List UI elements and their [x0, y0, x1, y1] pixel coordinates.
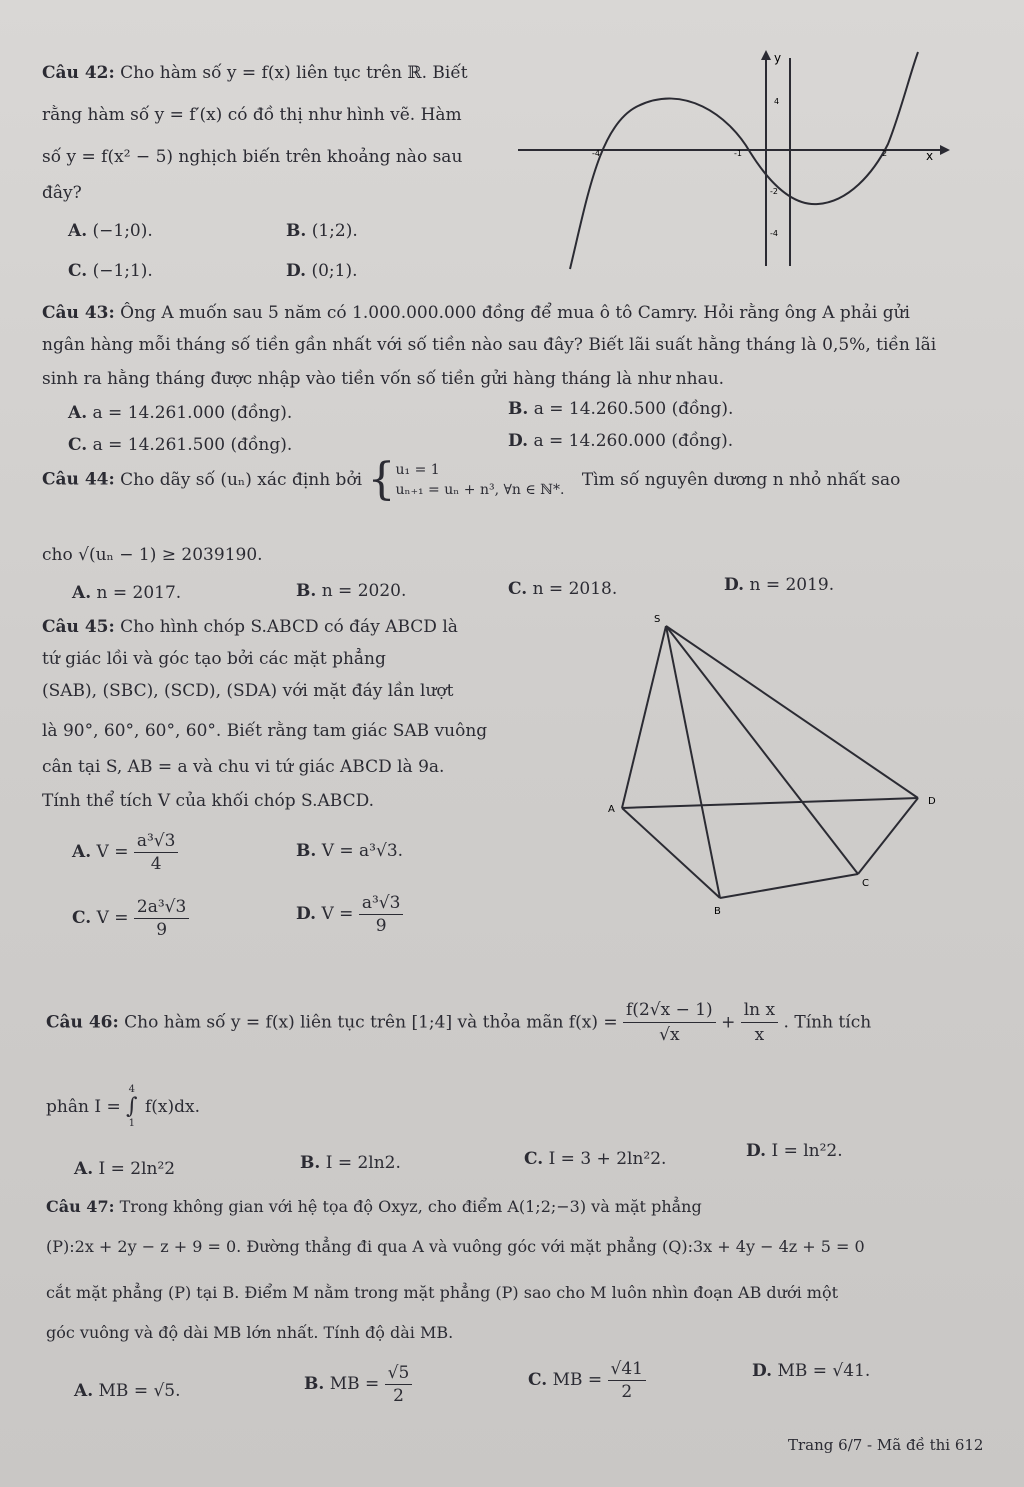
graph-y-label: y	[774, 51, 782, 65]
q47-option-c-numerator: √41	[608, 1358, 646, 1381]
graph-tick-label: 2	[882, 149, 888, 158]
q46-tail: . Tính tích	[783, 1012, 872, 1033]
q45-option-b[interactable]	[296, 840, 403, 862]
q45-option-a-denominator: 4	[150, 854, 162, 874]
q45-option-d-numerator: a³√3	[359, 892, 404, 915]
q47-option-d-text: MB = √41.	[777, 1361, 871, 1381]
q42-line1	[42, 62, 468, 84]
graph-curve	[570, 52, 918, 269]
q46-option-a[interactable]	[74, 1158, 175, 1180]
q43-text-3: sinh ra hằng tháng được nhập vào tiền vốn số tiền gửi hàng tháng là như nhau.	[42, 369, 725, 389]
q45-option-d-pre: V =	[321, 904, 354, 924]
q44-option-b[interactable]	[296, 580, 406, 602]
q45-option-c-letter: C.	[72, 908, 92, 928]
q45-option-d[interactable]	[296, 892, 403, 937]
q46-integral-lower: 1	[128, 1118, 136, 1129]
q45-line1	[42, 616, 458, 638]
q46-option-c-text: I = 3 + 2ln²2.	[548, 1149, 667, 1169]
q45-label: Câu 45:	[42, 617, 115, 637]
q47-text-3: cắt mặt phẳng (P) tại B. Điểm M nằm trong mặt phẳng (P) sao cho M luôn nhìn đoạn AB dưới một	[46, 1283, 839, 1302]
vertex-A-label: A	[608, 804, 615, 815]
q46-option-a-letter: A.	[74, 1159, 94, 1179]
q45-option-b-text: V = a³√3.	[321, 841, 404, 861]
q47-option-b-denominator: 2	[393, 1386, 404, 1406]
q42-option-b[interactable]	[286, 220, 358, 242]
edge-BC	[720, 874, 858, 898]
q43-option-c[interactable]	[68, 434, 292, 456]
q45-text-2: tứ giác lồi và góc tạo bởi các mặt phẳng	[42, 649, 386, 669]
q43-option-d-text: a = 14.260.000 (đồng).	[533, 431, 734, 451]
q45-option-b-letter: B.	[296, 841, 317, 861]
q46-fraction-2-denominator: x	[754, 1025, 765, 1045]
q47-option-d-letter: D.	[752, 1361, 773, 1381]
q46-fraction-2-numerator: ln x	[741, 998, 778, 1023]
q42-option-b-letter: B.	[286, 221, 307, 241]
q46-fraction-1-denominator: √x	[659, 1025, 680, 1045]
q46-option-a-text: I = 2ln²2	[98, 1159, 176, 1179]
q43-option-c-letter: C.	[68, 435, 88, 455]
graph-tick-label: -4	[592, 149, 600, 158]
q45-option-c-pre: V =	[96, 908, 129, 928]
q44-system-2: uₙ₊₁ = uₙ + n³, ∀n ∈ ℕ*.	[395, 482, 565, 498]
q45-option-d-letter: D.	[296, 904, 317, 924]
graph-tick-label: -1	[734, 149, 742, 158]
q46-integral-post: f(x)dx.	[144, 1097, 200, 1117]
q47-option-c-fraction	[608, 1358, 646, 1403]
q43-option-a-letter: A.	[68, 403, 88, 423]
q42-option-b-text: (1;2).	[311, 221, 358, 241]
q45-option-a-letter: A.	[72, 842, 92, 862]
q43-text-1: Ông A muốn sau 5 năm có 1.000.000.000 đồng để mua ô tô Camry. Hỏi rằng ông A phải gửi	[120, 303, 910, 323]
edge-CD	[858, 798, 918, 874]
edge-SA	[622, 626, 666, 808]
q44-intro: Cho dãy số (uₙ) xác định bởi	[120, 470, 363, 490]
q44-system-1: u₁ = 1	[395, 462, 440, 478]
q43-text-2: ngân hàng mỗi tháng số tiền gần nhất với số tiền nào sau đây? Biết lãi suất hằng tháng là 0,5%, tiền lãi	[42, 335, 937, 355]
q47-label: Câu 47:	[46, 1197, 115, 1216]
q47-text-4: góc vuông và độ dài MB lớn nhất. Tính độ dài MB.	[46, 1323, 454, 1342]
q45-text-3: (SAB), (SBC), (SCD), (SDA) với mặt đáy lần lượt	[42, 681, 454, 701]
q44-line1	[42, 454, 901, 505]
vertex-C-label: C	[862, 878, 869, 889]
q43-option-b[interactable]	[508, 398, 733, 420]
q46-fraction-1	[623, 998, 716, 1047]
q46-fraction-2	[741, 998, 778, 1047]
q43-option-a-text: a = 14.261.000 (đồng).	[92, 403, 293, 423]
q42-label: Câu 42:	[42, 63, 115, 83]
q47-option-c-denominator: 2	[621, 1382, 633, 1402]
q44-option-d-letter: D.	[724, 575, 745, 595]
q43-option-a[interactable]	[68, 402, 292, 424]
q44-option-d-text: n = 2019.	[749, 575, 835, 595]
q42-option-a-letter: A.	[68, 221, 88, 241]
q44-brace: {	[367, 454, 396, 505]
q46-integral-upper: 4	[128, 1084, 136, 1095]
graph-y-arrow	[761, 50, 771, 60]
q47-option-a[interactable]	[74, 1380, 181, 1402]
q45-text-4: là 90°, 60°, 60°, 60°. Biết rằng tam giác SAB vuông	[42, 721, 488, 741]
q45-option-c[interactable]	[72, 896, 189, 941]
q46-option-b-letter: B.	[300, 1153, 321, 1173]
q44-option-a[interactable]	[72, 582, 181, 604]
q42-text-1: Cho hàm số y = f(x) liên tục trên ℝ. Biết	[120, 63, 468, 83]
q42-text-2: rằng hàm số y = f′(x) có đồ thị như hình vẽ. Hàm	[42, 105, 462, 125]
q47-option-c-pre: MB =	[552, 1370, 603, 1390]
q43-option-b-letter: B.	[508, 399, 529, 419]
q42-text-3: số y = f(x² − 5) nghịch biến trên khoảng nào sau	[42, 147, 463, 167]
q47-option-b-fraction	[385, 1362, 413, 1407]
q46-option-c-letter: C.	[524, 1149, 544, 1169]
pyramid-figure	[600, 608, 960, 928]
q44-option-a-text: n = 2017.	[96, 583, 182, 603]
q45-text-5: cân tại S, AB = a và chu vi tứ giác ABCD là 9a.	[42, 757, 445, 777]
q46-option-d-letter: D.	[746, 1141, 767, 1161]
edge-SD	[666, 626, 918, 798]
q42-option-d-text: (0;1).	[311, 261, 358, 281]
q46-plus: +	[721, 1012, 736, 1033]
q42-option-c-letter: C.	[68, 261, 88, 281]
q47-option-d[interactable]	[752, 1360, 870, 1382]
q47-text-1: Trong không gian với hệ tọa độ Oxyz, cho điểm A(1;2;−3) và mặt phẳng	[119, 1197, 702, 1216]
vertex-B-label: B	[714, 906, 721, 917]
q45-option-c-numerator: 2a³√3	[134, 896, 189, 919]
q45-option-c-fraction	[134, 896, 189, 941]
q44-option-c[interactable]	[508, 578, 617, 600]
q42-option-a[interactable]	[68, 220, 153, 242]
q44-system	[396, 460, 565, 500]
q45-text-1: Cho hình chóp S.ABCD có đáy ABCD là	[120, 617, 458, 637]
edge-SC	[666, 626, 858, 874]
q45-option-a-fraction	[134, 830, 179, 875]
q46-option-d[interactable]	[746, 1140, 843, 1162]
q42-text-4: đây?	[42, 183, 82, 203]
q46-integral-limits	[126, 1084, 137, 1130]
q44-option-a-letter: A.	[72, 583, 92, 603]
q44-option-b-letter: B.	[296, 581, 317, 601]
q47-option-a-letter: A.	[74, 1381, 94, 1401]
graph-x-arrow	[940, 145, 950, 155]
graph-x-label: x	[926, 149, 934, 163]
q43-line1	[42, 302, 910, 324]
q46-intro: Cho hàm số y = f(x) liên tục trên [1;4] và thỏa mãn f(x) =	[124, 1012, 618, 1033]
q46-option-b-text: I = 2ln2.	[325, 1153, 401, 1173]
q44-option-c-letter: C.	[508, 579, 528, 599]
q45-option-c-denominator: 9	[156, 920, 168, 940]
q45-option-a-pre: V =	[96, 842, 129, 862]
q43-label: Câu 43:	[42, 303, 115, 323]
q47-option-b-pre: MB =	[329, 1374, 380, 1394]
q44-option-b-text: n = 2020.	[321, 581, 407, 601]
q45-option-a[interactable]	[72, 830, 178, 875]
q46-line2	[46, 1084, 200, 1130]
q46-option-c[interactable]	[524, 1148, 666, 1170]
q47-option-b-letter: B.	[304, 1374, 325, 1394]
q47-option-b-numerator: √5	[385, 1362, 413, 1385]
q45-option-d-fraction	[359, 892, 404, 937]
q47-option-c[interactable]	[528, 1358, 646, 1403]
q46-option-b[interactable]	[300, 1152, 401, 1174]
q46-line1	[46, 998, 871, 1047]
q47-line1	[46, 1196, 702, 1218]
q47-option-b[interactable]	[304, 1362, 412, 1407]
q44-option-c-text: n = 2018.	[532, 579, 618, 599]
q42-option-d-letter: D.	[286, 261, 307, 281]
q47-option-a-text: MB = √5.	[98, 1381, 181, 1401]
q44-text-2: cho √(uₙ − 1) ≥ 2039190.	[42, 545, 263, 565]
graph-tick-label: 4	[774, 97, 780, 106]
q46-label: Câu 46:	[46, 1012, 119, 1033]
q44-option-d[interactable]	[724, 574, 834, 596]
q45-option-d-denominator: 9	[375, 916, 387, 936]
graph-tick-label: -2	[770, 187, 778, 196]
q42-option-a-text: (−1;0).	[92, 221, 153, 241]
derivative-graph	[518, 44, 958, 274]
q47-option-c-letter: C.	[528, 1370, 548, 1390]
q43-option-b-text: a = 14.260.500 (đồng).	[533, 399, 734, 419]
q42-option-c[interactable]	[68, 260, 153, 282]
q42-option-d[interactable]	[286, 260, 358, 282]
q43-option-d[interactable]	[508, 430, 733, 452]
q45-option-a-numerator: a³√3	[134, 830, 179, 853]
graph-tick-label: -4	[770, 229, 778, 238]
q42-option-c-text: (−1;1).	[92, 261, 153, 281]
q46-option-d-text: I = ln²2.	[771, 1141, 843, 1161]
vertex-D-label: D	[928, 796, 936, 807]
q43-option-d-letter: D.	[508, 431, 529, 451]
q44-tail: Tìm số nguyên dương n nhỏ nhất sao	[581, 470, 901, 490]
page-footer: Trang 6/7 - Mã đề thi 612	[788, 1436, 984, 1454]
q47-text-2: (P):2x + 2y − z + 9 = 0. Đường thẳng đi qua A và vuông góc với mặt phẳng (Q):3x + 4y − 4z + 5 = 0	[46, 1237, 865, 1256]
edge-AD	[622, 798, 918, 808]
vertex-S-label: S	[654, 614, 661, 625]
q44-label: Câu 44:	[42, 469, 115, 490]
integral-sign-icon: ∫	[126, 1094, 138, 1119]
q45-text-6: Tính thể tích V của khối chóp S.ABCD.	[42, 791, 374, 811]
q43-option-c-text: a = 14.261.500 (đồng).	[92, 435, 293, 455]
q46-fraction-1-numerator: f(2√x − 1)	[623, 998, 716, 1023]
q46-integral-pre: phân I =	[46, 1097, 121, 1117]
